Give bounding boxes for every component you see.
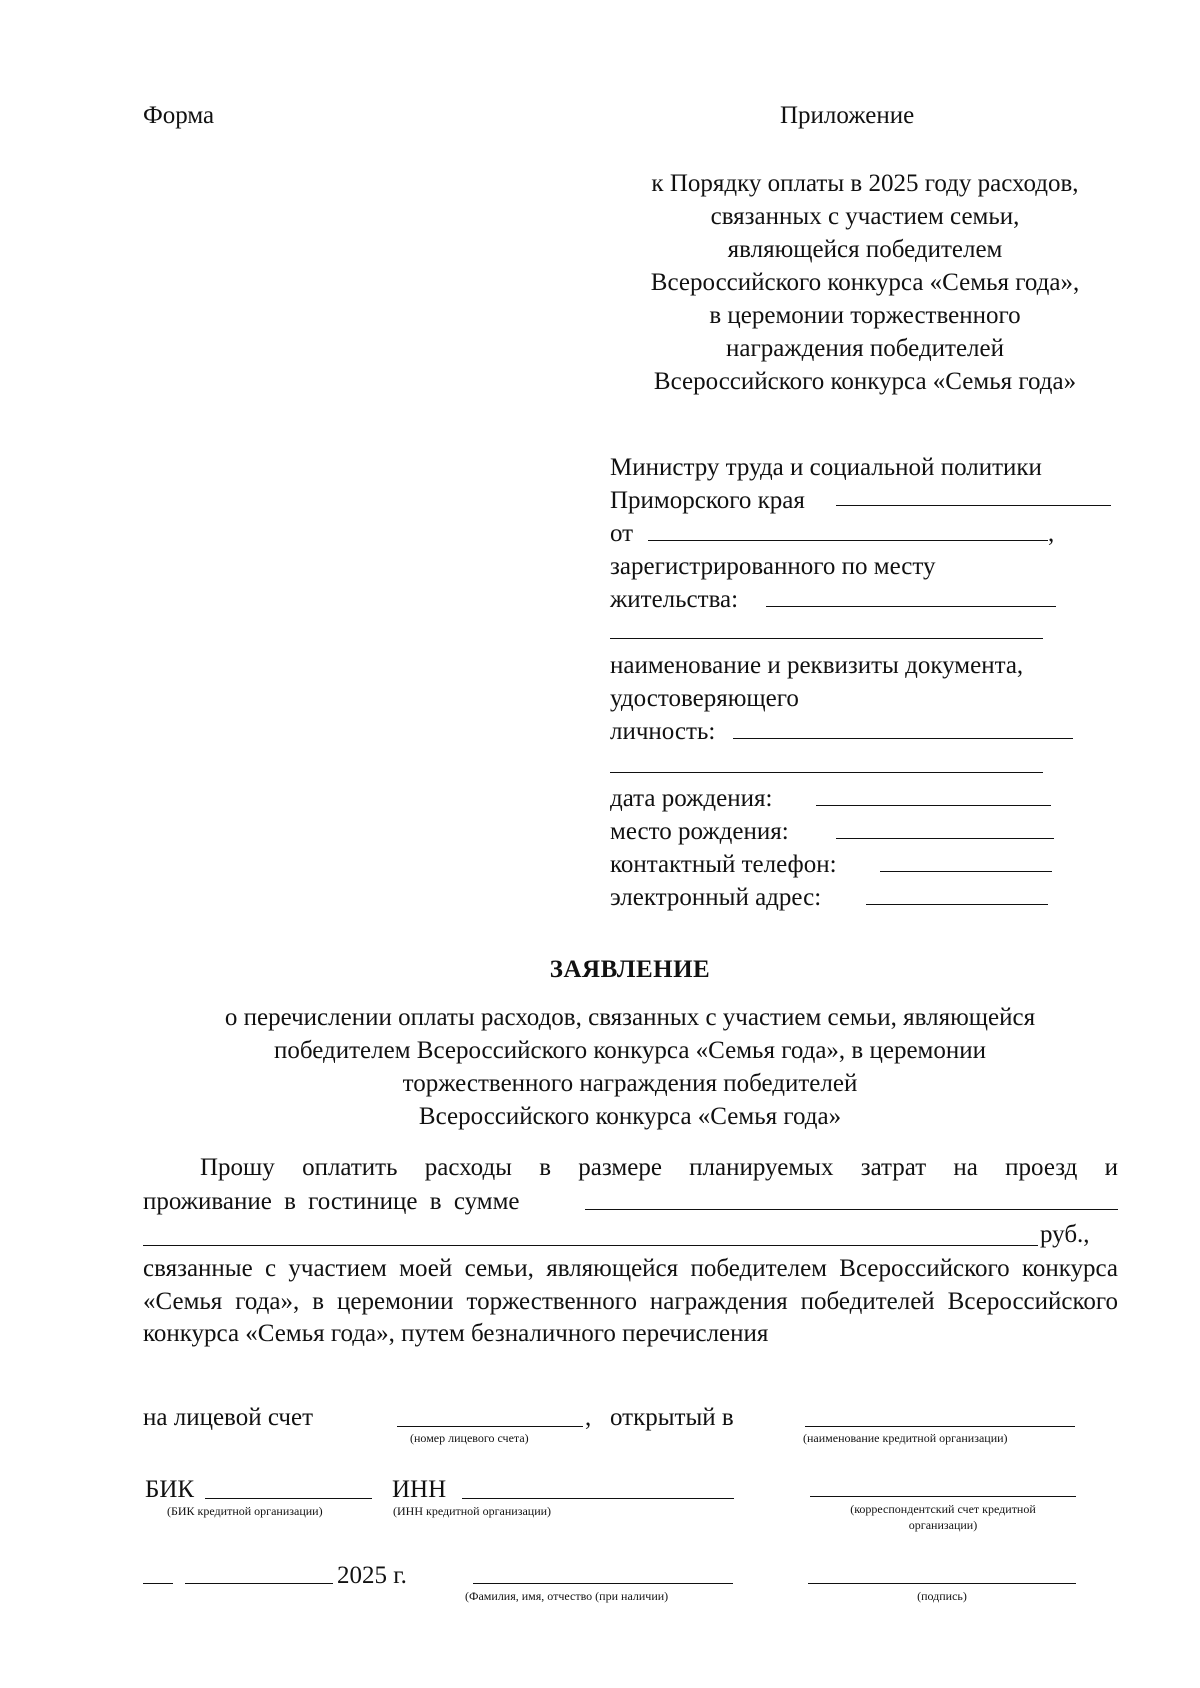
appendix-line: Всероссийского конкурса «Семья года» (653, 368, 1077, 395)
form-label: Форма (143, 102, 215, 129)
residence-blank-line[interactable] (766, 606, 1056, 607)
statement-title: ЗАЯВЛЕНИЕ (549, 956, 711, 983)
year-label: 2025 г. (337, 1562, 407, 1589)
addressee-blank-line[interactable] (836, 505, 1111, 506)
body-line-2: проживание в гостинице в сумме (143, 1188, 520, 1215)
addressee-line-1: Министру труда и социальной политики (610, 454, 1042, 481)
inn-hint: (ИНН кредитной организации) (393, 1504, 552, 1518)
bik-hint: (БИК кредитной организации) (167, 1504, 323, 1518)
body-text: Прошу оплатить расходы в размере планируемых затрат на проезд и (200, 1154, 1118, 1181)
id-doc-label-1: наименование и реквизиты документа, (610, 652, 1024, 679)
birth-date-blank-line[interactable] (816, 805, 1051, 806)
appendix-line: являющейся победителем (727, 236, 1003, 263)
subtitle-line: о перечислении оплаты расходов, связанных с участием семьи, являющейся (224, 1004, 1036, 1031)
registered-label: зарегистрированного по месту (610, 553, 936, 580)
bank-name-blank-line[interactable] (805, 1426, 1075, 1427)
from-comma: , (1048, 520, 1055, 547)
corr-account-blank-line[interactable] (810, 1496, 1076, 1497)
bik-blank-line[interactable] (205, 1498, 372, 1499)
rub-label: руб., (1040, 1221, 1090, 1248)
phone-blank-line[interactable] (880, 871, 1052, 872)
residence-blank-line-2[interactable] (610, 638, 1043, 639)
birth-place-label: место рождения: (610, 818, 789, 845)
residence-label: жительства: (610, 586, 739, 613)
fio-blank-line[interactable] (473, 1583, 733, 1584)
body-line-1 (200, 1155, 1118, 1180)
addressee-line-2: Приморского края (610, 487, 805, 514)
account-number-blank-line[interactable] (397, 1426, 583, 1427)
phone-label: контактный телефон: (610, 851, 837, 878)
id-doc-blank-line[interactable] (733, 738, 1073, 739)
account-hint: (номер лицевого счета) (410, 1431, 529, 1445)
appendix-line: награждения победителей (725, 335, 1005, 362)
month-blank-line[interactable] (185, 1583, 333, 1584)
sum-blank-line-2[interactable] (143, 1245, 1038, 1246)
corr-hint-1: (корреспондентский счет кредитной (850, 1502, 1036, 1516)
corr-hint-2: организации) (908, 1518, 978, 1532)
email-blank-line[interactable] (866, 904, 1048, 905)
id-doc-label-3: личность: (610, 718, 716, 745)
account-label: на лицевой счет (143, 1404, 314, 1431)
subtitle-line: Всероссийского конкурса «Семья года» (418, 1103, 842, 1130)
appendix-line: связанных с участием семьи, (710, 203, 1020, 230)
day-blank-line[interactable] (143, 1583, 173, 1584)
fio-hint: (Фамилия, имя, отчество (при наличии) (465, 1589, 669, 1603)
appendix-reference (610, 167, 1120, 398)
inn-blank-line[interactable] (462, 1498, 734, 1499)
from-name-blank-line[interactable] (648, 540, 1048, 541)
bik-label: БИК (145, 1476, 195, 1503)
inn-label: ИНН (392, 1476, 447, 1503)
from-label: от (610, 520, 634, 547)
signature-blank-line[interactable] (808, 1583, 1076, 1584)
birth-date-label: дата рождения: (610, 785, 773, 812)
signature-hint: (подпись) (917, 1589, 967, 1603)
sum-blank-line[interactable] (585, 1209, 1118, 1210)
account-comma: , (585, 1404, 592, 1431)
bank-hint: (наименование кредитной организации) (803, 1431, 1008, 1445)
id-doc-label-2: удостоверяющего (610, 685, 799, 712)
id-doc-blank-line-2[interactable] (610, 772, 1043, 773)
body-paragraph: связанные с участием моей семьи, являющейся победителем Всероссийского конкурса «Семья года», в церемонии торжественного награждения победителей Всероссийского конкурса «Семья года», путем безналичного перечисления (143, 1255, 1118, 1347)
opened-in-label: открытый в (610, 1404, 734, 1431)
statement-subtitle (140, 1001, 1120, 1133)
appendix-label: Приложение (780, 102, 915, 129)
appendix-line: в церемонии торжественного (709, 302, 1021, 329)
birth-place-blank-line[interactable] (836, 838, 1054, 839)
subtitle-line: торжественного награждения победителей (402, 1070, 858, 1097)
appendix-line: к Порядку оплаты в 2025 году расходов, (651, 170, 1079, 197)
appendix-line: Всероссийского конкурса «Семья года», (650, 269, 1080, 296)
subtitle-line: победителем Всероссийского конкурса «Семья года», в церемонии (273, 1037, 987, 1064)
email-label: электронный адрес: (610, 884, 822, 911)
